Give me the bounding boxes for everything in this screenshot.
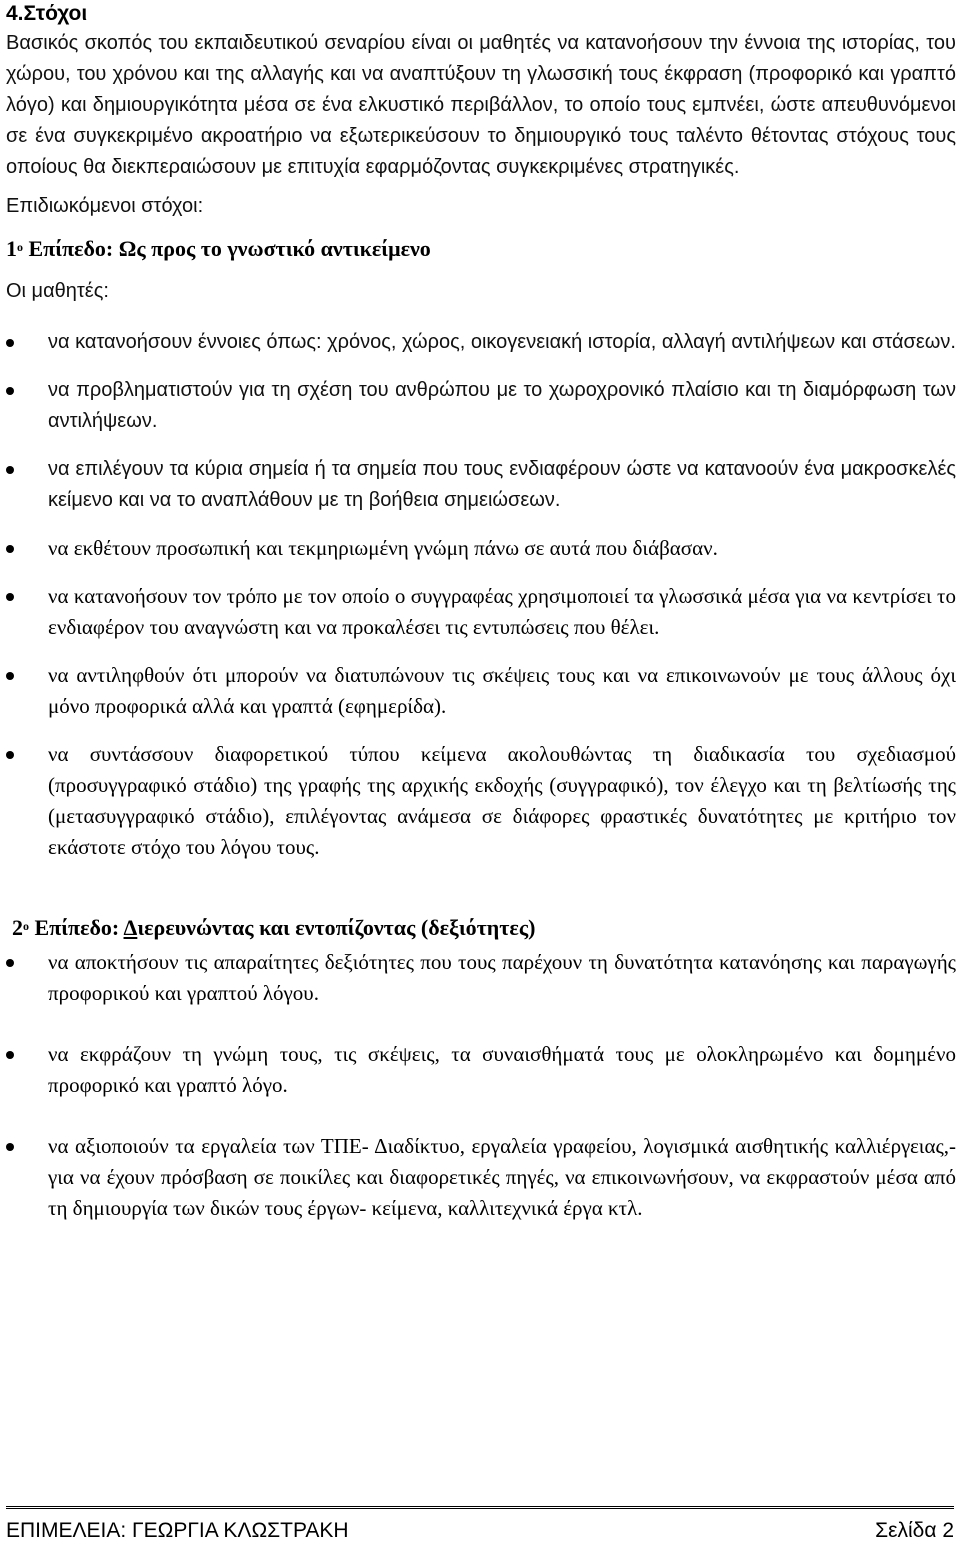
list-item-text: να κατανοήσουν έννοιες όπως: χρόνος, χώρος, οικογενειακή ιστορία, αλλαγή αντιλήψεων και στάσεων. — [48, 331, 956, 353]
list-item — [6, 947, 956, 1009]
goals-label: Επιδιωκόμενοι στόχοι: — [6, 195, 204, 217]
bullet-icon — [6, 1143, 14, 1151]
bullet-icon — [6, 466, 14, 474]
footer-author: ΕΠΙΜΕΛΕΙΑ: ΓΕΩΡΓΙΑ ΚΛΩΣΤΡΑΚΗ — [6, 1519, 349, 1542]
level1-sup: ο — [17, 240, 23, 254]
level2-title-underlined: Δ — [123, 915, 138, 940]
list-item-text: να αποκτήσουν τις απαραίτητες δεξιότητες που τους παρέχουν τη δυνατότητα κατανόησης και παραγωγής προφορικού και γραπτού λόγου. — [48, 950, 956, 1005]
level1-heading — [6, 234, 956, 264]
list-item — [6, 454, 956, 516]
list-item — [6, 1131, 956, 1224]
bullet-icon — [6, 339, 14, 347]
list-item — [6, 533, 956, 564]
list-item-text: να συντάσσουν διαφορετικού τύπου κείμενα ακολουθώντας τη διαδικασία του σχεδιασμού (προσυγγραφικό στάδιο) της γραφής της αρχικής εκδοχής (συγγραφικό), τον έλεγχο και τη βελτίωσής της (μετασυγγραφικό στάδιο), επιλέγοντας ανάμεσα σε διάφορες φραστικές δυνατότητες με κριτήριο τον εκάστοτε στόχο του λόγου τους. — [48, 742, 956, 859]
list-item — [6, 581, 956, 643]
bullet-icon — [6, 593, 14, 601]
intro-paragraph: Βασικός σκοπός του εκπαιδευτικού σεναρίου είναι οι μαθητές να κατανοήσουν την έννοια της ιστορίας, του χώρου, του χρόνου και της αλλαγής και να αναπτύξουν τη γλωσσική τους έκφραση (προφορικό και γραπτό λόγο) και δημιουργικότητα μέσα σε ένα ελκυστικό περιβάλλον, το οποίο τους εμπνέει, ώστε απευθυνόμενοι σε ένα συγκεκριμένο ακροατήριο να εξωτερικεύσουν το δημιουργικό τους ταλέντο θέτοντας στόχους τους οποίους θα διεκπεραιώσουν με επιτυχία εφαρμόζοντας συγκεκριμένες στρατηγικές. — [6, 32, 956, 178]
page-footer — [6, 1506, 954, 1545]
level1-title: Επίπεδο: Ως προς το γνωστικό αντικείμενο — [28, 236, 431, 261]
list-item-text: να προβληματιστούν για τη σχέση του ανθρώπου με το χωροχρονικό πλαίσιο και τη διαμόρφωση των αντιλήψεων. — [48, 379, 956, 432]
list-item — [6, 375, 956, 437]
footer-page-number: Σελίδα 2 — [875, 1519, 954, 1542]
list-item — [6, 327, 956, 358]
level2-heading — [6, 913, 956, 943]
level2-title-rest: ιερευνώντας και εντοπίζοντας (δεξιότητες) — [137, 915, 536, 940]
bullet-icon — [6, 545, 14, 553]
list-item-text: να αντιληφθούν ότι μπορούν να διατυπώνουν τις σκέψεις τους και να επικοινωνούν με τους άλλους όχι μόνο προφορικά αλλά και γραπτά (εφημερίδα). — [48, 663, 956, 718]
level2-prefix: Επίπεδο: — [34, 915, 124, 940]
list-item-text: να κατανοήσουν τον τρόπο με τον οποίο ο συγγραφέας χρησιμοποιεί τα γλωσσικά μέσα για να κεντρίσει το ενδιαφέρον του αναγνώστη και να προκαλέσει τις εντυπώσεις που θέλει. — [48, 584, 956, 639]
level2-number: 2 — [12, 915, 23, 940]
level2-sup: ο — [23, 919, 29, 933]
list-item — [6, 739, 956, 863]
level1-goal-list — [6, 327, 956, 863]
bullet-icon — [6, 959, 14, 967]
list-item-text: να εκφράζουν τη γνώμη τους, τις σκέψεις, τα συναισθήματά τους με ολοκληρωμένο και δομημένο προφορικό και γραπτό λόγο. — [48, 1042, 956, 1097]
list-item-text: να επιλέγουν τα κύρια σημεία ή τα σημεία που τους ενδιαφέρουν ώστε να κατανοούν ένα μακροσκελές κείμενο και να το αναπλάθουν με τη βοήθεια σημειώσεων. — [48, 458, 956, 511]
level2-goal-list — [6, 947, 956, 1224]
list-item-text: να αξιοποιούν τα εργαλεία των ΤΠΕ- Διαδίκτυο, εργαλεία γραφείου, λογισμικά αισθητικής καλλιέργειας,- για να έχουν πρόσβαση σε ποικίλες και διαφορετικές πηγές, να επικοινωνήσουν, να εκφραστούν μέσα από τη δημιουργία των δικών τους έργων- κείμενα, καλλιτεχνικά έργα κτλ. — [48, 1134, 956, 1220]
students-label: Οι μαθητές: — [6, 280, 109, 302]
list-item-text: να εκθέτουν προσωπική και τεκμηριωμένη γνώμη πάνω σε αυτά που διάβασαν. — [48, 536, 718, 560]
bullet-icon — [6, 672, 14, 680]
section-heading: 4.Στόχοι — [6, 2, 88, 25]
document-page — [6, 0, 956, 1254]
list-item — [6, 1039, 956, 1101]
list-item — [6, 660, 956, 722]
level1-number: 1 — [6, 236, 17, 261]
bullet-icon — [6, 751, 14, 759]
bullet-icon — [6, 1051, 14, 1059]
bullet-icon — [6, 387, 14, 395]
